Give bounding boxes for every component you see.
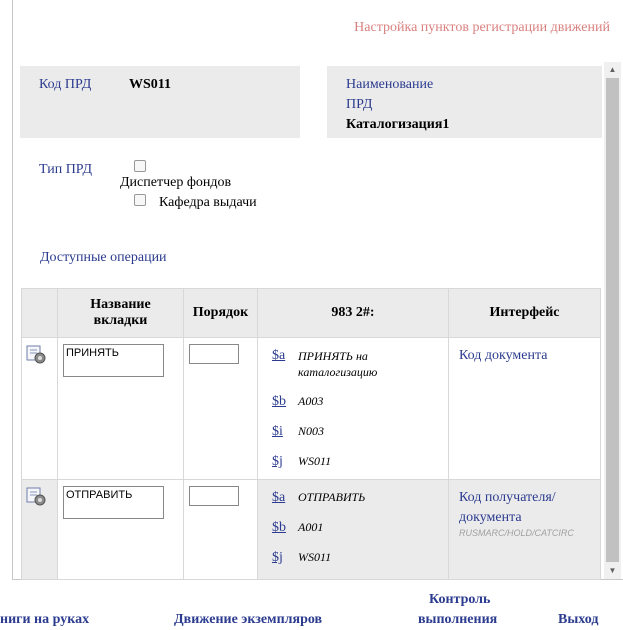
subfield-b (272, 394, 448, 414)
main-frame (12, 0, 623, 580)
subfield-value-a: ПРИНЯТЬ на каталогизацию (298, 349, 378, 379)
tab-name-cell (58, 480, 184, 580)
interface-link[interactable]: Код документа (459, 348, 548, 363)
order-cell (184, 338, 258, 480)
subfield-code-i[interactable]: $i (272, 424, 283, 439)
subfield-code-j[interactable]: $j (272, 550, 283, 565)
type-label: Тип ПРД (39, 162, 93, 177)
subfield-value-i: N003 (298, 424, 325, 438)
subfield-value-j: WS011 (298, 454, 332, 468)
order-input[interactable] (189, 344, 239, 364)
table-row (22, 338, 601, 480)
scrollbar-thumb[interactable] (606, 78, 619, 562)
subfield-value-b: A003 (298, 394, 324, 408)
header-icon-col (22, 289, 58, 338)
interface-link[interactable]: Код получателя/ документа (459, 490, 556, 525)
subfield-i (272, 424, 448, 444)
interface-cell (449, 338, 601, 480)
name-value: Каталогизация1 (346, 117, 450, 132)
code-value: WS011 (129, 77, 172, 92)
scroll-up-icon[interactable]: ▲ (608, 65, 617, 74)
header-order: Порядок (184, 289, 258, 338)
nav-execution-control[interactable]: Контроль (429, 592, 491, 607)
tab-name-input[interactable]: ПРИНЯТЬ (63, 344, 164, 377)
settings-icon[interactable] (26, 344, 46, 364)
subfield-b (272, 520, 448, 540)
table-row (22, 480, 601, 580)
nav-books-on-hand[interactable]: ниги на руках (0, 612, 90, 627)
header-tab-name: Название вкладки (58, 289, 184, 338)
name-panel (327, 66, 602, 138)
row-icon-cell (22, 480, 58, 580)
header-interface: Интерфейс (449, 289, 601, 338)
subfield-code-b[interactable]: $b (272, 520, 286, 535)
content-scroll-area (13, 60, 623, 580)
interface-note: RUSMARC/HOLD/CATCIRC (459, 528, 574, 538)
name-label-prd: ПРД (346, 97, 373, 112)
scroll-down-icon[interactable]: ▼ (608, 566, 617, 575)
nav-exit[interactable]: Выход (558, 612, 599, 627)
operations-table (21, 288, 601, 580)
checkbox-dispatcher[interactable] (134, 160, 146, 172)
checkbox-dispatcher-label: Диспетчер фондов (120, 175, 232, 190)
code-panel (20, 66, 300, 138)
subfield-code-a[interactable]: $a (272, 490, 286, 505)
name-label: Наименование (346, 77, 434, 92)
subfield-j (272, 550, 448, 570)
row-icon-cell (22, 338, 58, 480)
header-983: 983 2#: (258, 289, 449, 338)
operations-label: Доступные операции (40, 250, 167, 265)
tab-name-cell (58, 338, 184, 480)
order-input[interactable] (189, 486, 239, 506)
tab-name-input[interactable]: ОТПРАВИТЬ (63, 486, 164, 519)
checkbox-issue-desk-label: Кафедра выдачи (159, 195, 257, 210)
order-cell (184, 480, 258, 580)
subfield-code-a[interactable]: $a (272, 348, 286, 363)
nav-copy-movement[interactable]: Движение экземпляров (174, 612, 323, 627)
subfields-cell (258, 480, 449, 580)
checkbox-issue-desk[interactable] (134, 194, 146, 206)
subfield-value-j: WS011 (298, 550, 332, 564)
subfield-value-a: ОТПРАВИТЬ (298, 490, 366, 504)
nav-execution-control-line2[interactable]: выполнения (418, 612, 498, 627)
settings-icon[interactable] (26, 486, 46, 506)
code-label: Код ПРД (39, 77, 92, 92)
subfield-j (272, 454, 448, 474)
interface-cell (449, 480, 601, 580)
page-title: Настройка пунктов регистрации движений (354, 20, 610, 35)
subfield-value-b: A001 (298, 520, 324, 534)
subfield-a (272, 348, 448, 384)
vertical-scrollbar[interactable] (604, 62, 621, 579)
subfield-code-b[interactable]: $b (272, 394, 286, 409)
table-header-row (22, 289, 601, 338)
subfield-code-j[interactable]: $j (272, 454, 283, 469)
subfield-a (272, 490, 448, 510)
subfields-cell (258, 338, 449, 480)
